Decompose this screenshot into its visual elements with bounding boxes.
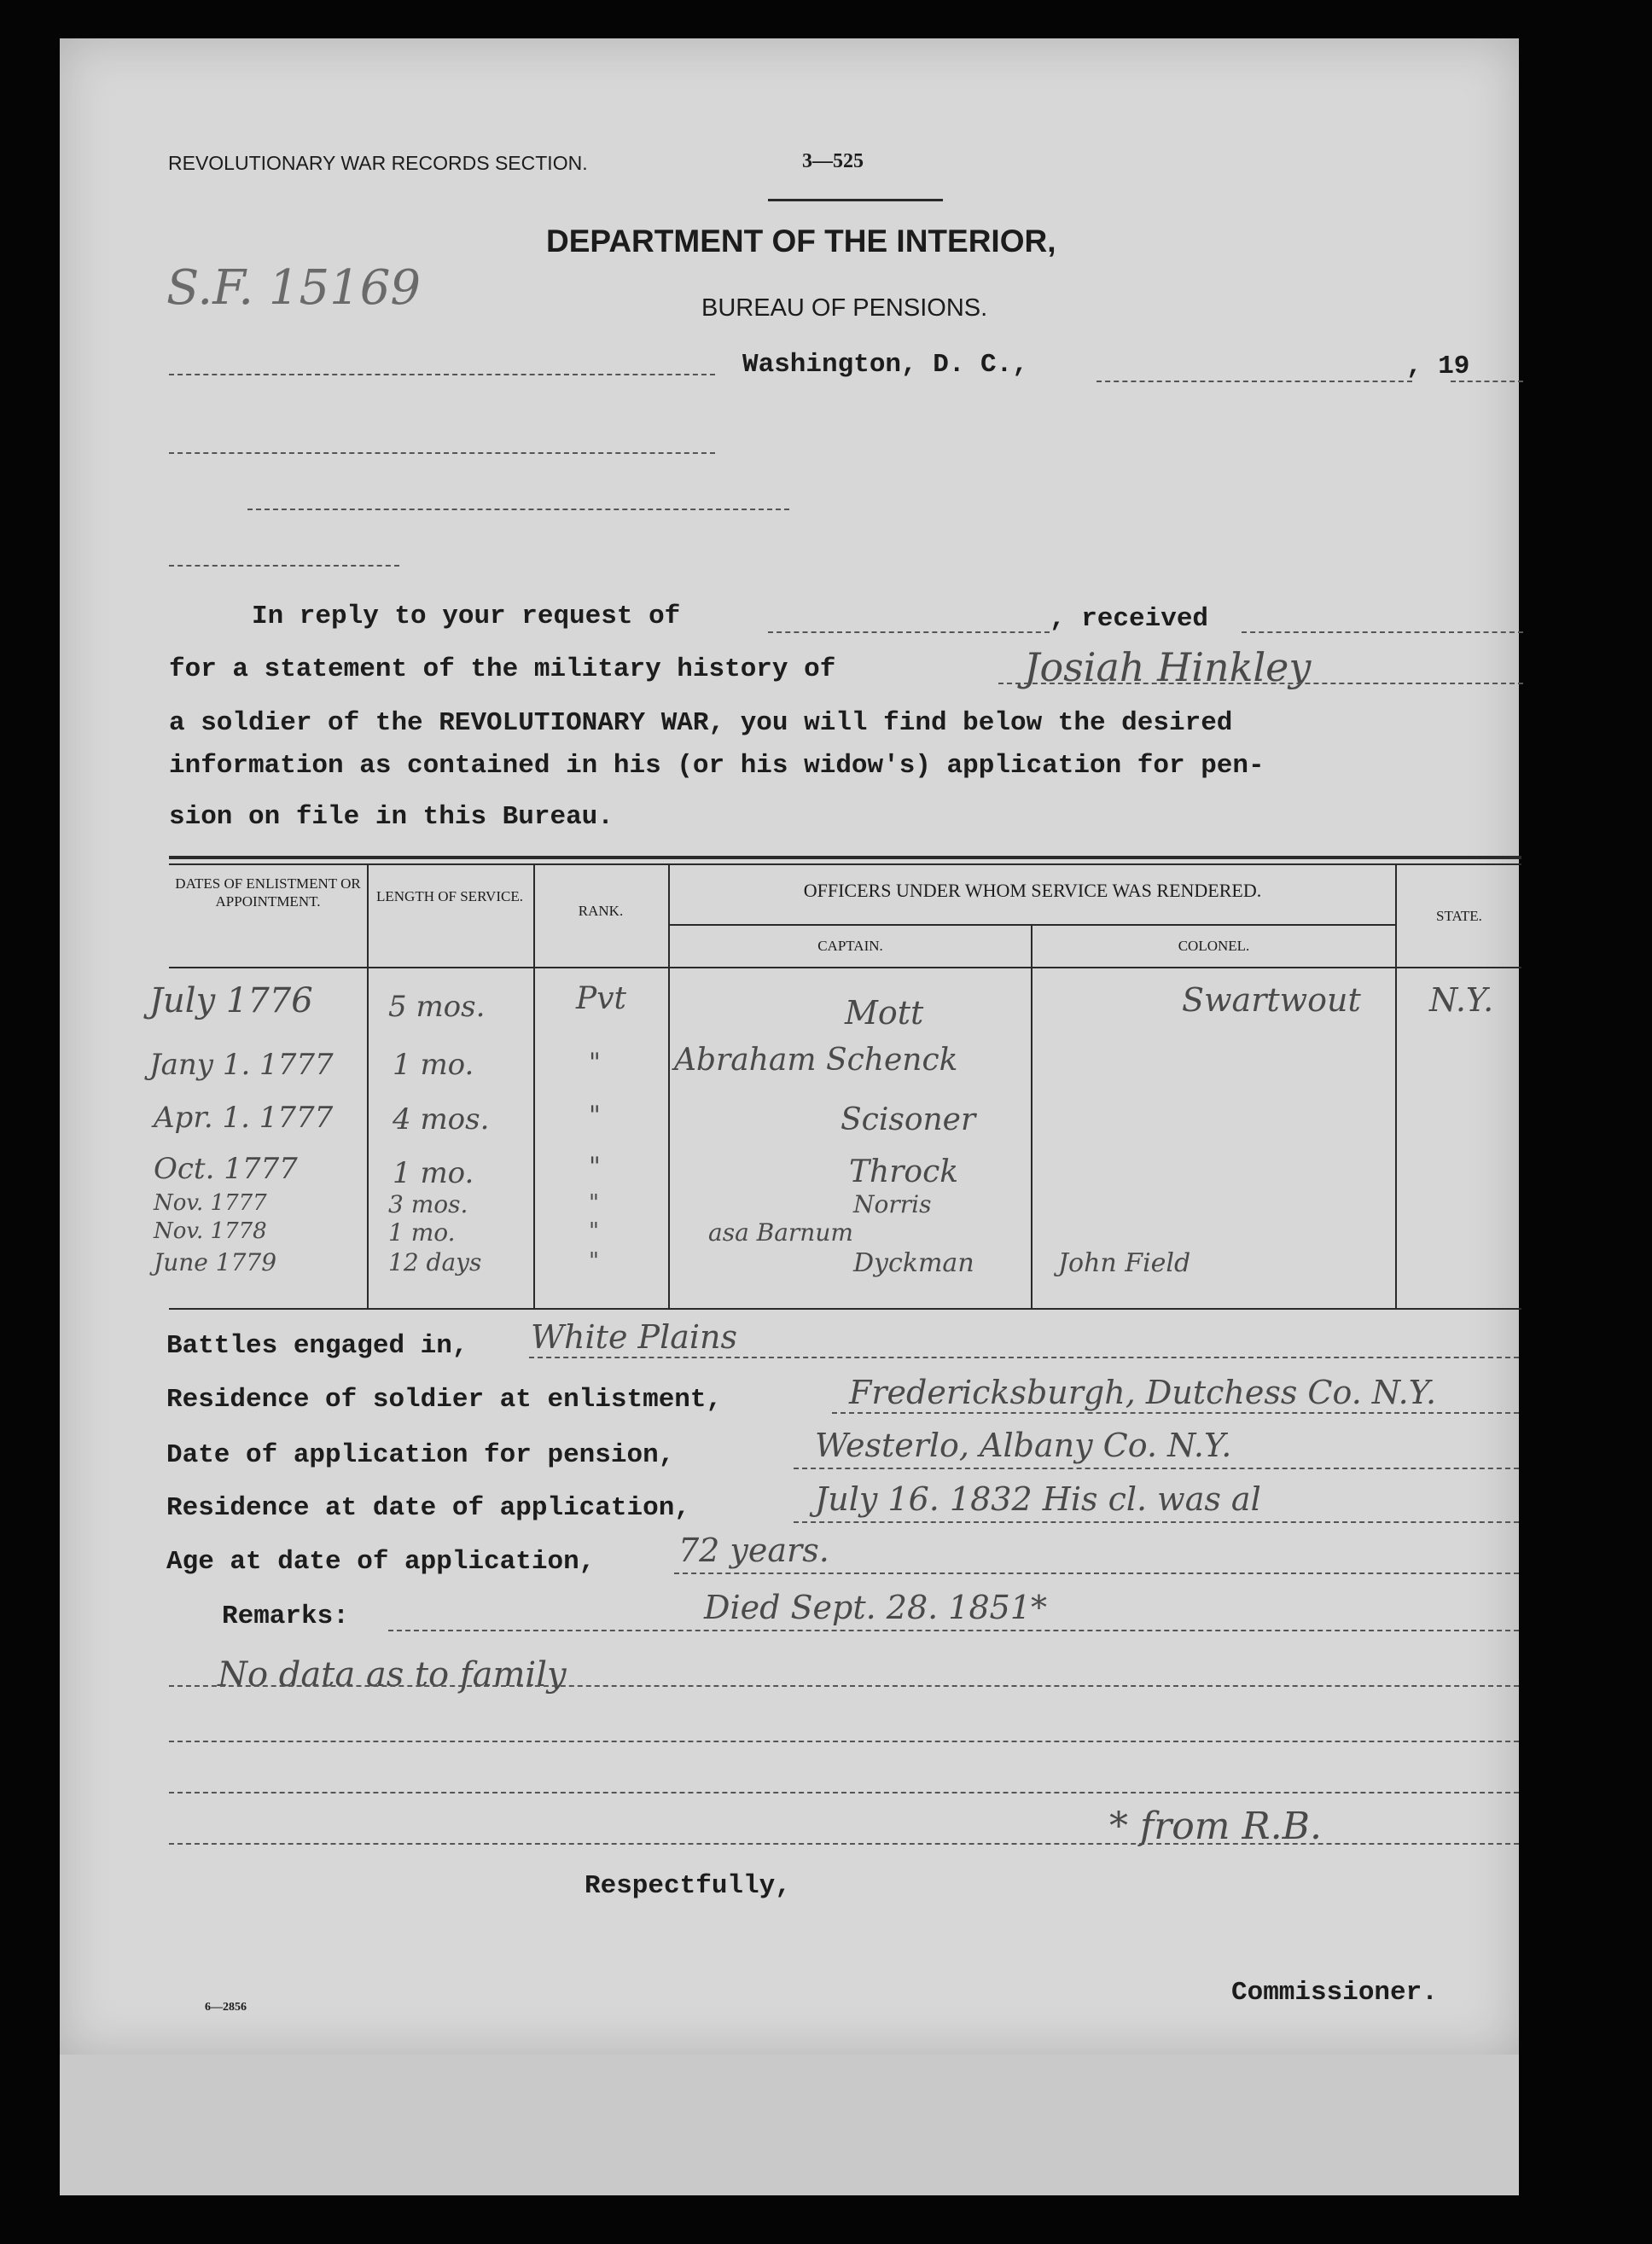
letter-line-3: a soldier of the REVOLUTIONARY WAR, you will find below the desired [169, 708, 1233, 738]
soldier-name-blank [998, 683, 1523, 684]
year-blank [1451, 381, 1523, 382]
row-rank: Pvt [576, 981, 627, 1016]
residence-enlist-label: Residence of soldier at enlistment, [166, 1385, 723, 1415]
remarks-line-2 [169, 1685, 1519, 1687]
address-line-3 [247, 509, 789, 510]
row-colonel: Swartwout [1182, 981, 1361, 1019]
header-rank: RANK. [578, 903, 624, 919]
header-colonel: COLONEL. [1178, 938, 1250, 954]
row-captain: Scisoner [841, 1102, 976, 1137]
row-colonel: John Field [1058, 1248, 1191, 1278]
date-app-blank [794, 1468, 1519, 1469]
remarks-line-3 [169, 1741, 1519, 1742]
row-rank: " [589, 1218, 599, 1244]
row-length: 3 mos. [388, 1190, 468, 1218]
residence-app-label: Residence at date of application, [166, 1493, 690, 1523]
battles-value: White Plains [531, 1318, 738, 1356]
row-rank: " [589, 1152, 601, 1182]
row-length: 1 mo. [393, 1156, 474, 1190]
bureau-title: BUREAU OF PENSIONS. [701, 294, 988, 322]
row-rank: " [589, 1101, 601, 1131]
row-captain: asa Barnum [708, 1218, 853, 1247]
residence-app-value: July 16. 1832 His cl. was al [815, 1480, 1261, 1518]
soldier-name: Josiah Hinkley [1024, 644, 1312, 690]
header-dates: DATES OF ENLISTMENT OR APPOINTMENT. [175, 875, 361, 910]
closing: Respectfully, [585, 1871, 791, 1901]
address-line-2 [169, 452, 715, 454]
remarks-line-4 [169, 1792, 1519, 1793]
signature-title: Commissioner. [1231, 1978, 1438, 2008]
row-length: 1 mo. [393, 1048, 474, 1082]
row-date: Nov. 1778 [154, 1218, 267, 1244]
age-blank [674, 1573, 1519, 1574]
row-rank: " [589, 1048, 601, 1078]
file-number: S.F. 15169 [166, 260, 422, 316]
row-rank: " [589, 1248, 599, 1274]
footnote: * from R.B. [1109, 1805, 1322, 1848]
header-state: STATE. [1436, 908, 1482, 924]
form-number: 3—525 [802, 150, 864, 172]
print-code: 6—2856 [205, 2001, 247, 2014]
row-state: N.Y. [1429, 981, 1494, 1019]
row-length: 1 mo. [388, 1218, 456, 1247]
battles-blank [529, 1357, 1519, 1358]
records-section-label: REVOLUTIONARY WAR RECORDS SECTION. [168, 152, 588, 174]
row-length: 5 mos. [388, 990, 486, 1024]
residence-enlist-blank [832, 1412, 1519, 1414]
age-value: 72 years. [678, 1532, 829, 1569]
row-captain: Abraham Schenck [674, 1043, 958, 1078]
row-date: July 1776 [149, 981, 313, 1020]
date-app-label: Date of application for pension, [166, 1440, 675, 1470]
age-label: Age at date of application, [166, 1547, 596, 1577]
row-date: Oct. 1777 [154, 1152, 298, 1186]
received-blank [1242, 631, 1523, 633]
remarks-line-1 [388, 1630, 1519, 1631]
place-label: Washington, D. C., [742, 350, 1028, 380]
department-title: DEPARTMENT OF THE INTERIOR, [546, 224, 1056, 259]
row-date: Apr. 1. 1777 [154, 1101, 334, 1135]
header-captain: CAPTAIN. [817, 938, 883, 954]
date-blank [1096, 381, 1412, 382]
row-captain: Mott [845, 994, 924, 1032]
residence-app-blank [794, 1521, 1519, 1523]
row-captain: Throck [849, 1154, 959, 1189]
remarks-label: Remarks: [222, 1602, 349, 1631]
remarks-value: Died Sept. 28. 1851* [704, 1589, 1048, 1626]
family-note: No data as to family [218, 1655, 567, 1695]
request-date-blank [768, 631, 1050, 633]
row-date: Nov. 1777 [154, 1190, 267, 1216]
letter-line-2: for a statement of the military history of [169, 654, 836, 684]
row-captain: Dyckman [853, 1248, 974, 1278]
letter-line-5: sion on file in this Bureau. [169, 802, 614, 832]
row-captain: Norris [853, 1190, 932, 1218]
row-rank: " [589, 1190, 599, 1216]
year-prefix: , 19 [1406, 352, 1470, 381]
address-line-4 [169, 565, 399, 567]
letter-line-4: information as contained in his (or his widow's) application for pen- [169, 751, 1265, 781]
row-date: Jany 1. 1777 [149, 1048, 334, 1082]
letter-line-1b: , received [1050, 604, 1209, 634]
letter-line-1a: In reply to your request of [252, 602, 681, 631]
address-line-1 [169, 374, 715, 375]
row-length: 12 days [388, 1248, 482, 1276]
header-officers: OFFICERS UNDER WHOM SERVICE WAS RENDERED. [803, 880, 1262, 901]
row-length: 4 mos. [393, 1102, 490, 1137]
row-date: June 1779 [154, 1248, 277, 1276]
battles-label: Battles engaged in, [166, 1331, 468, 1361]
header-rule [768, 199, 943, 201]
date-app-value: Westerlo, Albany Co. N.Y. [815, 1427, 1232, 1464]
header-length: LENGTH OF SERVICE. [376, 888, 523, 904]
residence-enlist-value: Fredericksburgh, Dutchess Co. N.Y. [849, 1374, 1437, 1411]
underlying-page [60, 2055, 1519, 2195]
